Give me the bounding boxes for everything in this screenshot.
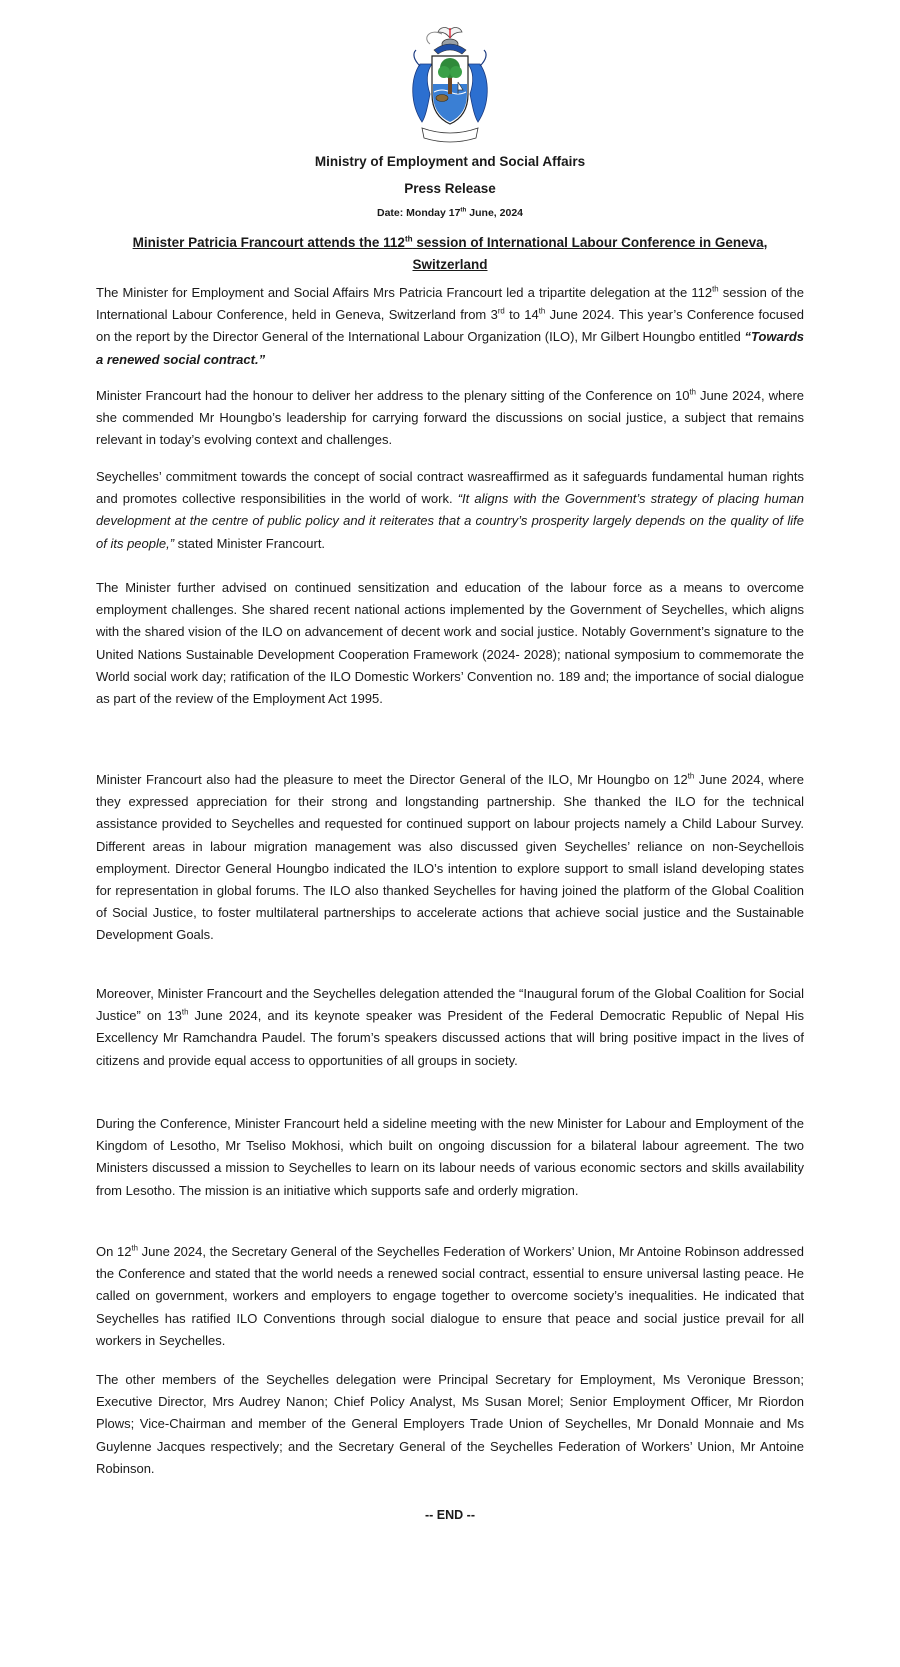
- paragraph-1: The Minister for Employment and Social Affairs Mrs Patricia Francourt led a tripartite delegation at the 112th session of the International Labour Conference, held in Geneva, Switzerland from 3rd to 14th June 2024. This year’s Conference focused on the report by the Director General of the International Labour Organization (ILO), Mr Gilbert Houngbo entitled “Towards a renewed social contract.”: [96, 284, 805, 367]
- paragraph-2: Minister Francourt had the honour to deliver her address to the plenary sitting of the Conference on 10th June 2024, where she commended Mr Houngbo’s leadership for carrying forward the discussions on social justice, a subject that remains relevant in today’s evolving context and challenges.: [96, 387, 804, 448]
- paragraph-8: On 12th June 2024, the Secretary General of the Seychelles Federation of Workers’ Union, Mr Antoine Robinson addressed the Conference and stated that the world needs a renewed social contract, essential to ensure universal lasting peace. He called on government, workers and employers to engage together to overcome society’s inequalities. He indicated that Seychelles has ratified ILO Conventions through social dialogue to ensure that peace and social justice prevail for all workers in Seychelles.: [96, 1243, 804, 1348]
- seychelles-coat-of-arms-icon: [400, 24, 500, 146]
- press-release-label: Press Release: [404, 181, 496, 196]
- end-marker: -- END --: [425, 1508, 475, 1522]
- ministry-name: Ministry of Employment and Social Affairs: [314, 154, 586, 169]
- paragraph-5: Minister Francourt also had the pleasure to meet the Director General of the ILO, Mr Houngbo on 12th June 2024, where they expressed appreciation for their strong and longstanding partnership. She thanked the ILO for the technical assistance provided to Seychelles and requested for continued support on labour projects namely a Child Labour Survey. Different areas in labour migration management was also discussed given Seychelles’ reliance on non-Seychellois employment. Director General Houngbo indicated the ILO’s intention to explore support to small island developing states for representation in global forums. The ILO also thanked Seychelles for having joined the platform of the Global Coalition of Social Justice, to foster multilateral partnerships to accelerate actions that achieve social justice and the Sustainable Development Goals.: [96, 771, 804, 943]
- paragraph-4: The Minister further advised on continued sensitization and education of the labour force as a means to overcome employment challenges. She shared recent national actions implemented by the Government of Seychelles, which aligns with the shared vision of the ILO on advancement of decent work and social justice. Notably Government’s signature to the United Nations Sustainable Development Cooperation Framework (2024- 2028); national symposium to commemorate the World social work day; ratification of the ILO Domestic Workers’ Convention no. 189 and; the importance of social dialogue as part of the review of the Employment Act 1995.: [96, 580, 804, 707]
- paragraph-9: The other members of the Seychelles delegation were Principal Secretary for Employment, Ms Veronique Bresson; Executive Director, Mrs Audrey Nanon; Chief Policy Analyst, Ms Susan Morel; Senior Employment Officer, Mr Riordon Plows; Vice-Chairman and member of the General Employers Trade Union of Seychelles, Mr Donald Monnaie and Ms Guylenne Jacques respectively; and the Secretary General of the Seychelles Federation of Workers’ Union, Mr Antoine Robinson.: [96, 1372, 804, 1476]
- paragraph-7: During the Conference, Minister Francourt held a sideline meeting with the new Minister for Labour and Employment of the Kingdom of Lesotho, Mr Tseliso Mokhosi, which built on ongoing discussion for a bilateral labour agreement. The two Ministers discussed a mission to Seychelles to learn on its labour needs of various economic sectors and skills availability from Lesotho. The mission is an initiative which supports safe and orderly migration.: [96, 1116, 804, 1198]
- paragraph-3: Seychelles’ commitment towards the concept of social contract wasreaffirmed as it safeguards fundamental human rights and promotes collective responsibilities in the world of work. “It aligns with the Government’s strategy of placing human development at the centre of public policy and it reiterates that a country’s prosperity largely depends on the quality of life of its people,” stated Minister Francourt.: [96, 469, 804, 551]
- headline: Minister Patricia Francourt attends the 112th session of International Labour Conference in Geneva, Switzerland: [132, 234, 768, 272]
- paragraph-6: Moreover, Minister Francourt and the Seychelles delegation attended the “Inaugural forum of the Global Coalition for Social Justice” on 13th June 2024, and its keynote speaker was President of the Federal Democratic Republic of Nepal His Excellency Mr Ramchandra Paudel. The forum’s speakers discussed actions that will bring positive impact in the lives of citizens and provide equal access to opportunities of all groups in society.: [96, 986, 805, 1068]
- release-date: Date: Monday 17th June, 2024: [376, 206, 523, 219]
